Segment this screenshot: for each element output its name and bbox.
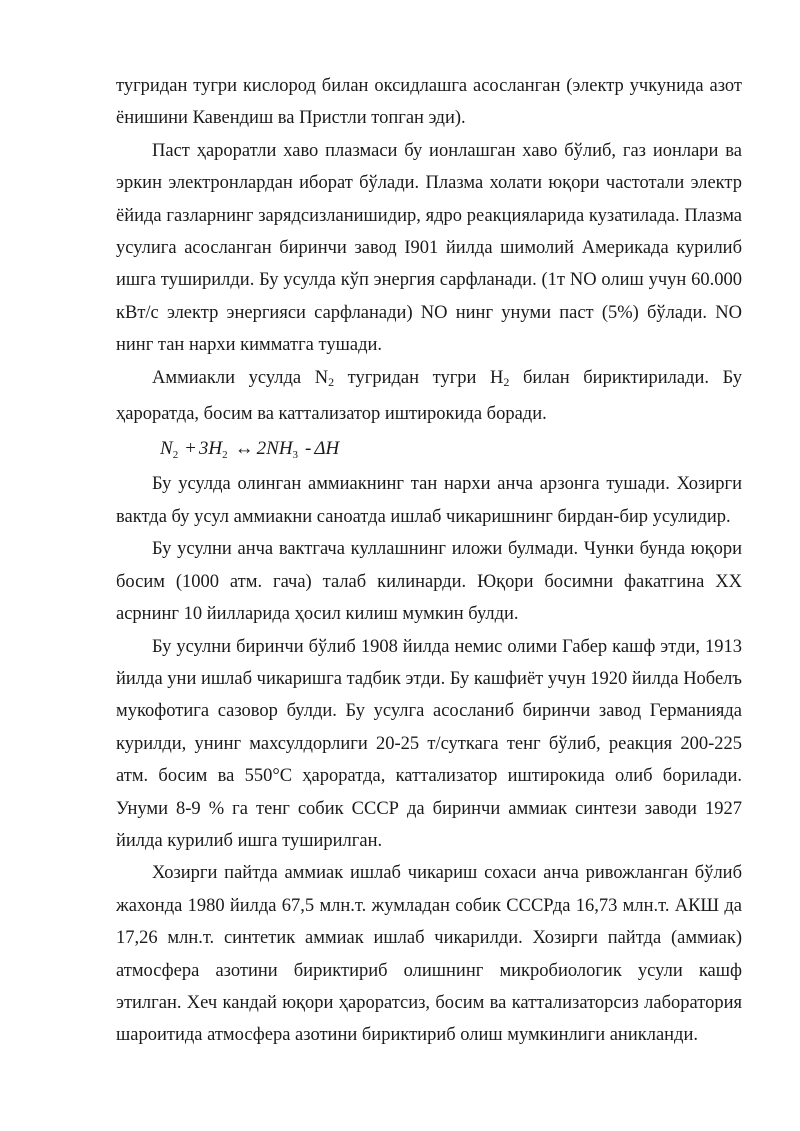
text-run: Аммиакли усулда N (152, 367, 329, 388)
paragraph-cost: Бу усулда олинган аммиакнинг тан нархи анча арзонга тушади. Хозирги вактда бу усул аммиакни саноатда ишлаб чикаришнинг бирдан-бир усулидир. (116, 474, 742, 527)
formula-term: 2NH (256, 438, 293, 460)
paragraph-continuation: тугридан тугри кислород билан оксидлашга асосланган (электр учкунида азот ёнишини Кавендиш ва Пристли топган эди). (116, 76, 742, 129)
formula-subscript: 2 (172, 449, 179, 462)
document-page (116, 70, 742, 1052)
paragraph-ammonia-method (116, 362, 742, 431)
formula-term: N (160, 438, 173, 460)
text-run: билан бириктирилади. Бу ҳароратда, босим ва каттализатор иштирокида боради. (116, 367, 743, 425)
formula-operator: + (185, 438, 196, 460)
formula-term: 3H (198, 438, 223, 460)
paragraph-haber: Бу усулни биринчи бўлиб 1908 йилда немис олими Габер кашф этди, 1913 йилда уни ишлаб чикаришга тадбик этди. Бу кашфиёт учун 1920 йилда Нобелъ мукофотига сазовор булди. Бу усулга асосланиб биринчи завод Германияда курилди, унинг махсулдорлиги 20-25 т/суткага тенг бўлиб, реакция 200-225 атм. босим ва 550°С ҳароратда, каттализатор иштирокида олиб борилади. Унуми 8-9 % га тенг собик СССР да биринчи аммиак синтези заводи 1927 йилда курилиб ишга туширилган. (116, 636, 742, 851)
subscript: 2 (328, 374, 335, 389)
paragraph-production: Хозирги пайтда аммиак ишлаб чикариш сохаси анча ривожланган бўлиб жахонда 1980 йилда 67,5 млн.т. жумладан собик СССРда 16,73 млн.т. АКШ да 17,26 млн.т. синтетик аммиак ишлаб чикарилди. Хозирги пайтда (аммиак) атмосфера азотини бириктириб олишнинг микробиологик усули кашф этилган. Хеч кандай юқори ҳароратсиз, босим ва каттализаторсиз лаборатория шароитида атмосфера азотини бириктириб олиш мумкинлиги аникланди. (116, 863, 742, 1046)
paragraph-plasma: Паст ҳароратли хаво плазмаси бу ионлашган хаво бўлиб, газ ионлари ва эркин электронлардан иборат бўлади. Плазма холати юқори частотали электр ёйида газларнинг зарядсизланишидир, ядро реакцияларида кузатилада. Плазма усулига асосланган биринчи завод I901 йилда шимолий Америкада курилиб ишга туширилди. Бу усулда кўп энергия сарфланади. (1т NO олиш учун 60.000 кВт/с электр энергияси сарфланади) NO нинг унуми паст (5%) бўлади. NO нинг тан нархи кимматга тушади. (116, 140, 742, 356)
text-run: тугридан тугри H (334, 367, 504, 388)
formula-operator: - (305, 438, 312, 460)
formula-subscript: 3 (292, 449, 299, 462)
formula-subscript: 2 (222, 449, 228, 462)
formula-term: ΔH (314, 438, 340, 460)
formula-arrow: ↔ (234, 438, 254, 460)
subscript: 2 (503, 374, 510, 389)
reaction-equation (116, 430, 742, 468)
paragraph-pressure: Бу усулни анча вактгача куллашнинг иложи булмади. Чунки бунда юқори босим (1000 атм. гача) талаб килинарди. Юқори босимни факатгина XX асрнинг 10 йилларида ҳосил килиш мумкин булди. (116, 539, 742, 625)
